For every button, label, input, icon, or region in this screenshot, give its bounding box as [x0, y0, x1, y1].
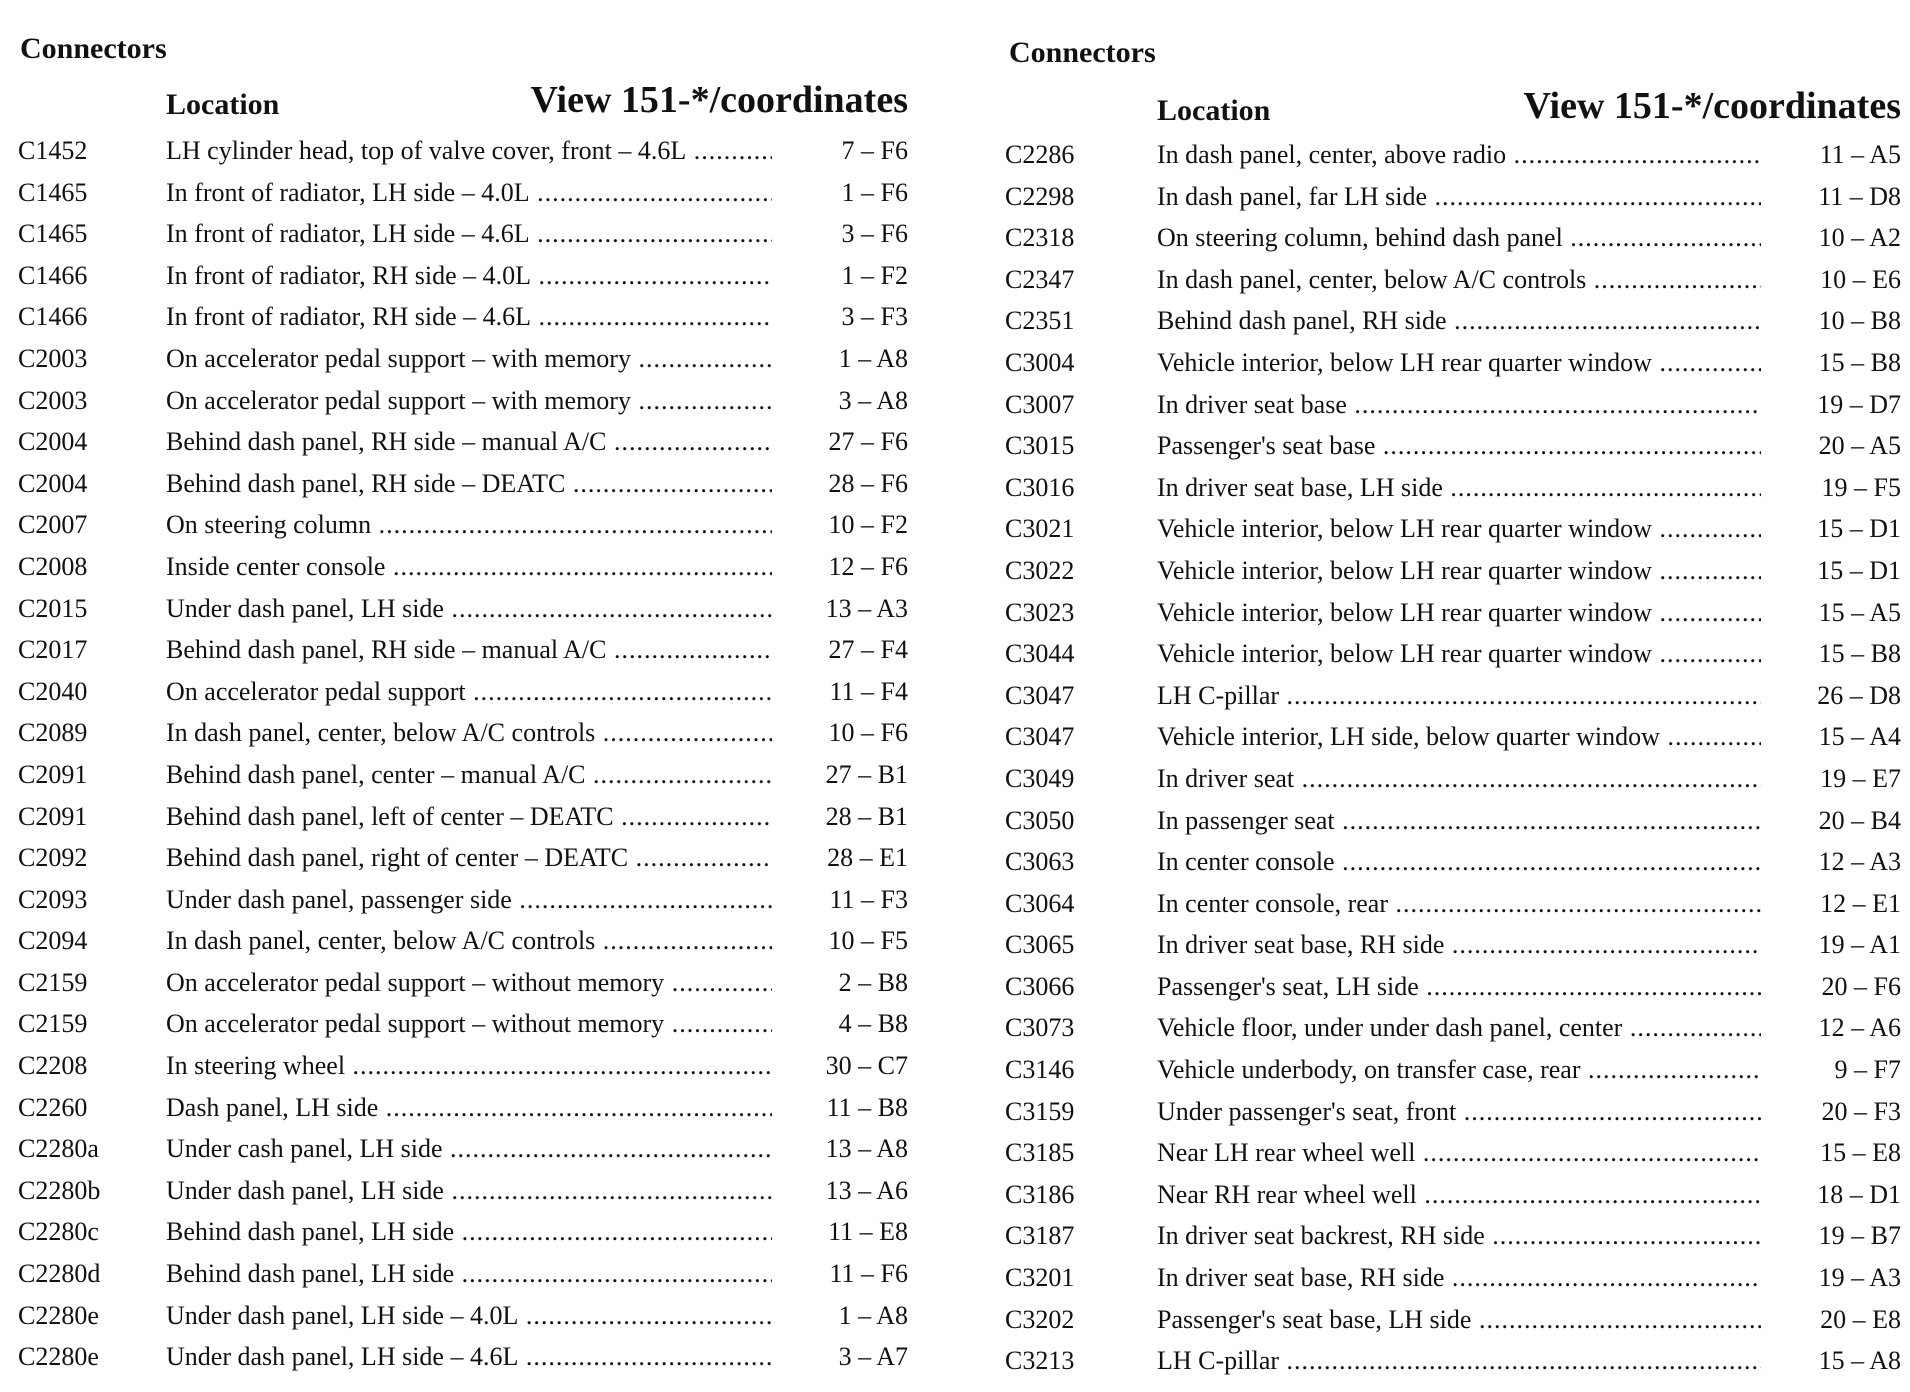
- table-row: [1005, 176, 1905, 218]
- table-row: [1005, 134, 1905, 176]
- view-coordinates: 11 – A5: [1819, 140, 1901, 169]
- view-coordinates: 20 – E8: [1820, 1304, 1901, 1334]
- connector-location: Behind dash panel, RH side – manual A/C .....: [166, 629, 772, 671]
- view-coordinates: 3 – F6: [841, 219, 908, 249]
- connector-id: C3065: [1005, 930, 1075, 960]
- connector-location: Behind dash panel, left of center – DEATC .....: [166, 796, 772, 838]
- view-coordinates: 15 – B8: [1818, 347, 1901, 377]
- connector-id: C3186: [1005, 1179, 1075, 1209]
- connector-location: On accelerator pedal support – without memory .....: [166, 962, 772, 1004]
- connector-id: C2280e: [18, 1300, 99, 1330]
- connector-location: Vehicle interior, below LH rear quarter window .....: [1157, 592, 1761, 634]
- connector-id: C2298: [1005, 181, 1075, 211]
- table-row: [18, 1170, 908, 1212]
- connector-id: C3202: [1005, 1304, 1075, 1334]
- connector-id: C3022: [1005, 555, 1075, 585]
- table-row: [1005, 1049, 1905, 1091]
- view-coordinates: 11 – F4: [829, 676, 908, 706]
- connector-location: Under dash panel, LH side – 4.0L .....: [166, 1295, 772, 1337]
- connector-id: C2094: [18, 926, 88, 956]
- view-coordinates: 15 – D1: [1817, 514, 1901, 544]
- view-coordinates: 19 – E7: [1820, 763, 1901, 793]
- connector-location: Vehicle interior, below LH rear quarter window .....: [1157, 550, 1761, 592]
- connector-location: In center console, rear .....: [1157, 883, 1761, 925]
- connector-id: C2089: [18, 718, 88, 748]
- view-coordinates: 10 – A2: [1818, 223, 1901, 253]
- connector-location: Behind dash panel, LH side .....: [166, 1253, 772, 1295]
- table-row: [1005, 633, 1905, 675]
- connector-id: C2040: [18, 676, 88, 706]
- connector-location: Vehicle interior, below LH rear quarter window .....: [1157, 508, 1761, 550]
- table-row: [18, 130, 908, 172]
- connector-location: On steering column .....: [166, 504, 772, 546]
- connector-id: C3004: [1005, 347, 1075, 377]
- connector-location: On accelerator pedal support – without memory .....: [166, 1003, 772, 1045]
- view-coordinates: 20 – A5: [1818, 431, 1901, 461]
- connector-location: Vehicle underbody, on transfer case, rear .....: [1157, 1049, 1761, 1091]
- connector-location: Passenger's seat base .....: [1157, 425, 1761, 467]
- view-coordinates: 26 – D8: [1817, 680, 1901, 710]
- connector-location: In front of radiator, RH side – 4.0L .....: [166, 255, 772, 297]
- table-row: [1005, 1132, 1905, 1174]
- location-column-header: Location: [166, 88, 280, 121]
- connector-location: In dash panel, center, below A/C controls .....: [166, 920, 772, 962]
- table-row: [1005, 800, 1905, 842]
- view-coordinates: 20 – B4: [1818, 805, 1901, 835]
- connector-id: C2280b: [18, 1175, 101, 1205]
- connector-id: C2351: [1005, 306, 1075, 336]
- connector-id: C3015: [1005, 431, 1075, 461]
- table-row: [1005, 758, 1905, 800]
- connector-location: Behind dash panel, RH side .....: [1157, 300, 1761, 342]
- table-row: [1005, 550, 1905, 592]
- table-row: [18, 1045, 908, 1087]
- connector-location: In dash panel, center, below A/C controls .....: [166, 712, 772, 754]
- connector-id: C3063: [1005, 847, 1075, 877]
- connector-location: In dash panel, center, above radio .....: [1157, 134, 1761, 176]
- connector-location: Passenger's seat base, LH side .....: [1157, 1299, 1761, 1341]
- connector-location: Near LH rear wheel well .....: [1157, 1132, 1761, 1174]
- connector-id: C2280e: [18, 1342, 99, 1372]
- table-row: [1005, 1007, 1905, 1049]
- connector-location: In driver seat backrest, RH side .....: [1157, 1215, 1761, 1257]
- table-row: [1005, 1299, 1905, 1341]
- table-row: [18, 920, 908, 962]
- connector-id: C2318: [1005, 223, 1075, 253]
- connector-location: Near RH rear wheel well .....: [1157, 1174, 1761, 1216]
- view-coordinates: 15 – E8: [1820, 1138, 1901, 1168]
- view-coordinates: 10 – F2: [828, 510, 908, 540]
- table-row: [1005, 1340, 1905, 1382]
- view-coordinates: 3 – A8: [838, 385, 908, 415]
- connector-id: C2091: [18, 801, 88, 831]
- view-coordinates: 19 – A1: [1818, 930, 1901, 960]
- connector-location: In driver seat base, RH side .....: [1157, 1257, 1761, 1299]
- connector-id: C3047: [1005, 722, 1075, 752]
- table-row: [1005, 467, 1905, 509]
- view-coordinates: 28 – F6: [828, 468, 908, 498]
- table-row: [18, 837, 908, 879]
- view-coordinates-column-header: View 151-*/coordinates: [530, 79, 908, 121]
- connector-location: LH C-pillar .....: [1157, 675, 1761, 717]
- connector-id: C3021: [1005, 514, 1075, 544]
- connector-location: In dash panel, center, below A/C controls .....: [1157, 259, 1761, 301]
- connector-id: C3073: [1005, 1013, 1075, 1043]
- table-row: [18, 1336, 908, 1378]
- connector-location: Vehicle interior, LH side, below quarter window .....: [1157, 716, 1761, 758]
- connector-id: C1465: [18, 219, 88, 249]
- connector-location: In driver seat base .....: [1157, 384, 1761, 426]
- table-row: [18, 1295, 908, 1337]
- view-coordinates: 15 – D1: [1817, 555, 1901, 585]
- connector-id: C1466: [18, 260, 88, 290]
- table-row: [1005, 675, 1905, 717]
- connector-location: In steering wheel .....: [166, 1045, 772, 1087]
- table-row: [18, 671, 908, 713]
- table-row: [18, 380, 908, 422]
- connector-location: Behind dash panel, right of center – DEATC .....: [166, 837, 772, 879]
- table-row: [1005, 259, 1905, 301]
- table-row: [1005, 508, 1905, 550]
- view-coordinates: 11 – F3: [829, 884, 908, 914]
- table-row: [1005, 841, 1905, 883]
- view-coordinates: 10 – E6: [1820, 264, 1901, 294]
- table-row: [1005, 1257, 1905, 1299]
- view-coordinates: 18 – D1: [1817, 1179, 1901, 1209]
- table-row: [18, 463, 908, 505]
- connector-id: C2208: [18, 1051, 88, 1081]
- view-coordinates: 9 – F7: [1834, 1055, 1901, 1085]
- connector-id: C3007: [1005, 389, 1075, 419]
- table-row: [1005, 966, 1905, 1008]
- table-rows: [18, 130, 908, 1378]
- connector-location: In driver seat .....: [1157, 758, 1761, 800]
- connector-id: C3201: [1005, 1263, 1075, 1293]
- view-coordinates: 3 – A7: [838, 1342, 908, 1372]
- connector-location: Dash panel, LH side .....: [166, 1087, 772, 1129]
- view-coordinates: 12 – A3: [1818, 847, 1901, 877]
- view-coordinates: 15 – A4: [1818, 722, 1901, 752]
- view-coordinates: 28 – B1: [825, 801, 908, 831]
- connector-id: C3187: [1005, 1221, 1075, 1251]
- view-coordinates: 3 – F3: [841, 302, 908, 332]
- connector-id: C2004: [18, 427, 88, 457]
- connector-location: In front of radiator, RH side – 4.6L .....: [166, 296, 772, 338]
- table-row: [18, 1087, 908, 1129]
- connector-id: C2260: [18, 1092, 88, 1122]
- view-coordinates: 10 – F5: [828, 926, 908, 956]
- table-row: [18, 588, 908, 630]
- table-row: [1005, 716, 1905, 758]
- connector-location: Behind dash panel, LH side .....: [166, 1211, 772, 1253]
- connector-id: C2008: [18, 551, 88, 581]
- connector-location: LH cylinder head, top of valve cover, front – 4.6L .....: [166, 130, 772, 172]
- view-coordinates: 19 – D7: [1817, 389, 1901, 419]
- connector-id: C2286: [1005, 140, 1075, 169]
- table-row: [18, 172, 908, 214]
- table-row: [18, 712, 908, 754]
- view-coordinates: 12 – A6: [1818, 1013, 1901, 1043]
- table-row: [18, 504, 908, 546]
- connector-location: In dash panel, far LH side .....: [1157, 176, 1761, 218]
- connector-id: C3023: [1005, 597, 1075, 627]
- view-coordinates: 12 – F6: [828, 551, 908, 581]
- connector-id: C3050: [1005, 805, 1075, 835]
- view-coordinates: 11 – B8: [826, 1092, 908, 1122]
- connector-location: Under cash panel, LH side .....: [166, 1128, 772, 1170]
- connector-id: C2003: [18, 343, 88, 373]
- connector-id: C2093: [18, 884, 88, 914]
- connector-location: Vehicle interior, below LH rear quarter window .....: [1157, 342, 1761, 384]
- view-coordinates: 15 – B8: [1818, 639, 1901, 669]
- table-row: [18, 754, 908, 796]
- connector-location: On accelerator pedal support .....: [166, 671, 772, 713]
- view-coordinates: 28 – E1: [827, 843, 908, 873]
- connector-id: C2015: [18, 593, 88, 623]
- connector-location: In center console .....: [1157, 841, 1761, 883]
- view-coordinates: 10 – B8: [1818, 306, 1901, 336]
- table-row: [18, 1253, 908, 1295]
- section-title: Connectors: [1009, 36, 1156, 69]
- table-row: [1005, 1215, 1905, 1257]
- connector-id: C3044: [1005, 639, 1075, 669]
- view-coordinates: 1 – A8: [838, 1300, 908, 1330]
- connector-id: C2004: [18, 468, 88, 498]
- location-column-header: Location: [1157, 94, 1271, 127]
- view-coordinates: 20 – F6: [1821, 971, 1901, 1001]
- view-coordinates: 2 – B8: [838, 967, 908, 997]
- view-coordinates: 15 – A8: [1818, 1346, 1901, 1376]
- connector-location: In front of radiator, LH side – 4.6L .....: [166, 213, 772, 255]
- view-coordinates: 19 – F5: [1821, 472, 1901, 502]
- connector-location: On steering column, behind dash panel .....: [1157, 217, 1761, 259]
- view-coordinates: 11 – D8: [1818, 181, 1901, 211]
- view-coordinates: 10 – F6: [828, 718, 908, 748]
- connector-id: C2159: [18, 967, 88, 997]
- connector-id: C2159: [18, 1009, 88, 1039]
- connector-location: In passenger seat .....: [1157, 800, 1761, 842]
- table-row: [18, 879, 908, 921]
- connector-id: C2280a: [18, 1134, 99, 1164]
- connector-id: C1452: [18, 136, 88, 165]
- connector-id: C2003: [18, 385, 88, 415]
- connector-id: C3159: [1005, 1096, 1075, 1126]
- view-coordinates: 7 – F6: [841, 136, 908, 165]
- view-coordinates: 27 – B1: [825, 759, 908, 789]
- view-coordinates: 11 – F6: [829, 1259, 908, 1289]
- table-row: [1005, 217, 1905, 259]
- connector-location: Vehicle interior, below LH rear quarter window .....: [1157, 633, 1761, 675]
- view-coordinates: 27 – F4: [828, 635, 908, 665]
- view-coordinates: 15 – A5: [1818, 597, 1901, 627]
- connector-location: Under dash panel, LH side .....: [166, 1170, 772, 1212]
- view-coordinates: 27 – F6: [828, 427, 908, 457]
- connector-id: C3064: [1005, 888, 1075, 918]
- connector-location: Under dash panel, LH side .....: [166, 588, 772, 630]
- connector-id: C2017: [18, 635, 88, 665]
- connector-location: Under dash panel, LH side – 4.6L .....: [166, 1336, 772, 1378]
- connector-location: In driver seat base, LH side .....: [1157, 467, 1761, 509]
- view-coordinates: 11 – E8: [828, 1217, 908, 1247]
- view-coordinates: 1 – F6: [841, 177, 908, 207]
- view-coordinates: 19 – A3: [1818, 1263, 1901, 1293]
- table-row: [1005, 1174, 1905, 1216]
- connector-location: Under passenger's seat, front .....: [1157, 1091, 1761, 1133]
- table-rows: [1005, 134, 1905, 1382]
- view-coordinates: 13 – A8: [825, 1134, 908, 1164]
- connector-location: Vehicle floor, under under dash panel, center .....: [1157, 1007, 1761, 1049]
- connector-id: C2091: [18, 759, 88, 789]
- connector-location: Inside center console .....: [166, 546, 772, 588]
- connector-id: C1466: [18, 302, 88, 332]
- table-row: [18, 629, 908, 671]
- table-row: [1005, 1091, 1905, 1133]
- view-coordinates-column-header: View 151-*/coordinates: [1523, 85, 1901, 127]
- connector-location: Behind dash panel, RH side – manual A/C .....: [166, 421, 772, 463]
- table-row: [1005, 592, 1905, 634]
- connector-location: LH C-pillar .....: [1157, 1340, 1761, 1382]
- connector-location: In driver seat base, RH side .....: [1157, 924, 1761, 966]
- connector-id: C2007: [18, 510, 88, 540]
- connector-id: C3146: [1005, 1055, 1075, 1085]
- view-coordinates: 30 – C7: [825, 1051, 908, 1081]
- connector-id: C3016: [1005, 472, 1075, 502]
- table-row: [1005, 300, 1905, 342]
- connector-location: Passenger's seat, LH side .....: [1157, 966, 1761, 1008]
- connector-id: C2092: [18, 843, 88, 873]
- connector-location: On accelerator pedal support – with memory .....: [166, 338, 772, 380]
- table-row: [1005, 384, 1905, 426]
- table-row: [18, 296, 908, 338]
- connector-location: Behind dash panel, RH side – DEATC .....: [166, 463, 772, 505]
- connector-id: C2280d: [18, 1259, 101, 1289]
- view-coordinates: 1 – A8: [838, 343, 908, 373]
- connector-id: C2280c: [18, 1217, 99, 1247]
- view-coordinates: 4 – B8: [838, 1009, 908, 1039]
- table-row: [18, 421, 908, 463]
- table-row: [18, 796, 908, 838]
- connector-location: In front of radiator, LH side – 4.0L .....: [166, 172, 772, 214]
- table-row: [18, 213, 908, 255]
- table-row: [18, 962, 908, 1004]
- table-row: [1005, 425, 1905, 467]
- connector-location: Behind dash panel, center – manual A/C .....: [166, 754, 772, 796]
- table-row: [1005, 342, 1905, 384]
- view-coordinates: 12 – E1: [1820, 888, 1901, 918]
- connector-id: C3047: [1005, 680, 1075, 710]
- view-coordinates: 20 – F3: [1821, 1096, 1901, 1126]
- table-row: [18, 1211, 908, 1253]
- view-coordinates: 19 – B7: [1818, 1221, 1901, 1251]
- connector-location: On accelerator pedal support – with memory .....: [166, 380, 772, 422]
- table-row: [18, 255, 908, 297]
- connector-id: C3049: [1005, 763, 1075, 793]
- table-row: [18, 546, 908, 588]
- table-row: [18, 338, 908, 380]
- connector-id: C3213: [1005, 1346, 1075, 1376]
- view-coordinates: 1 – F2: [841, 260, 908, 290]
- table-row: [18, 1003, 908, 1045]
- connector-location: Under dash panel, passenger side .....: [166, 879, 772, 921]
- table-row: [1005, 883, 1905, 925]
- view-coordinates: 13 – A3: [825, 593, 908, 623]
- view-coordinates: 13 – A6: [825, 1175, 908, 1205]
- section-title: Connectors: [20, 32, 167, 65]
- connector-id: C1465: [18, 177, 88, 207]
- connector-id: C3066: [1005, 971, 1075, 1001]
- table-row: [18, 1128, 908, 1170]
- connector-id: C3185: [1005, 1138, 1075, 1168]
- connector-id: C2347: [1005, 264, 1075, 294]
- table-row: [1005, 924, 1905, 966]
